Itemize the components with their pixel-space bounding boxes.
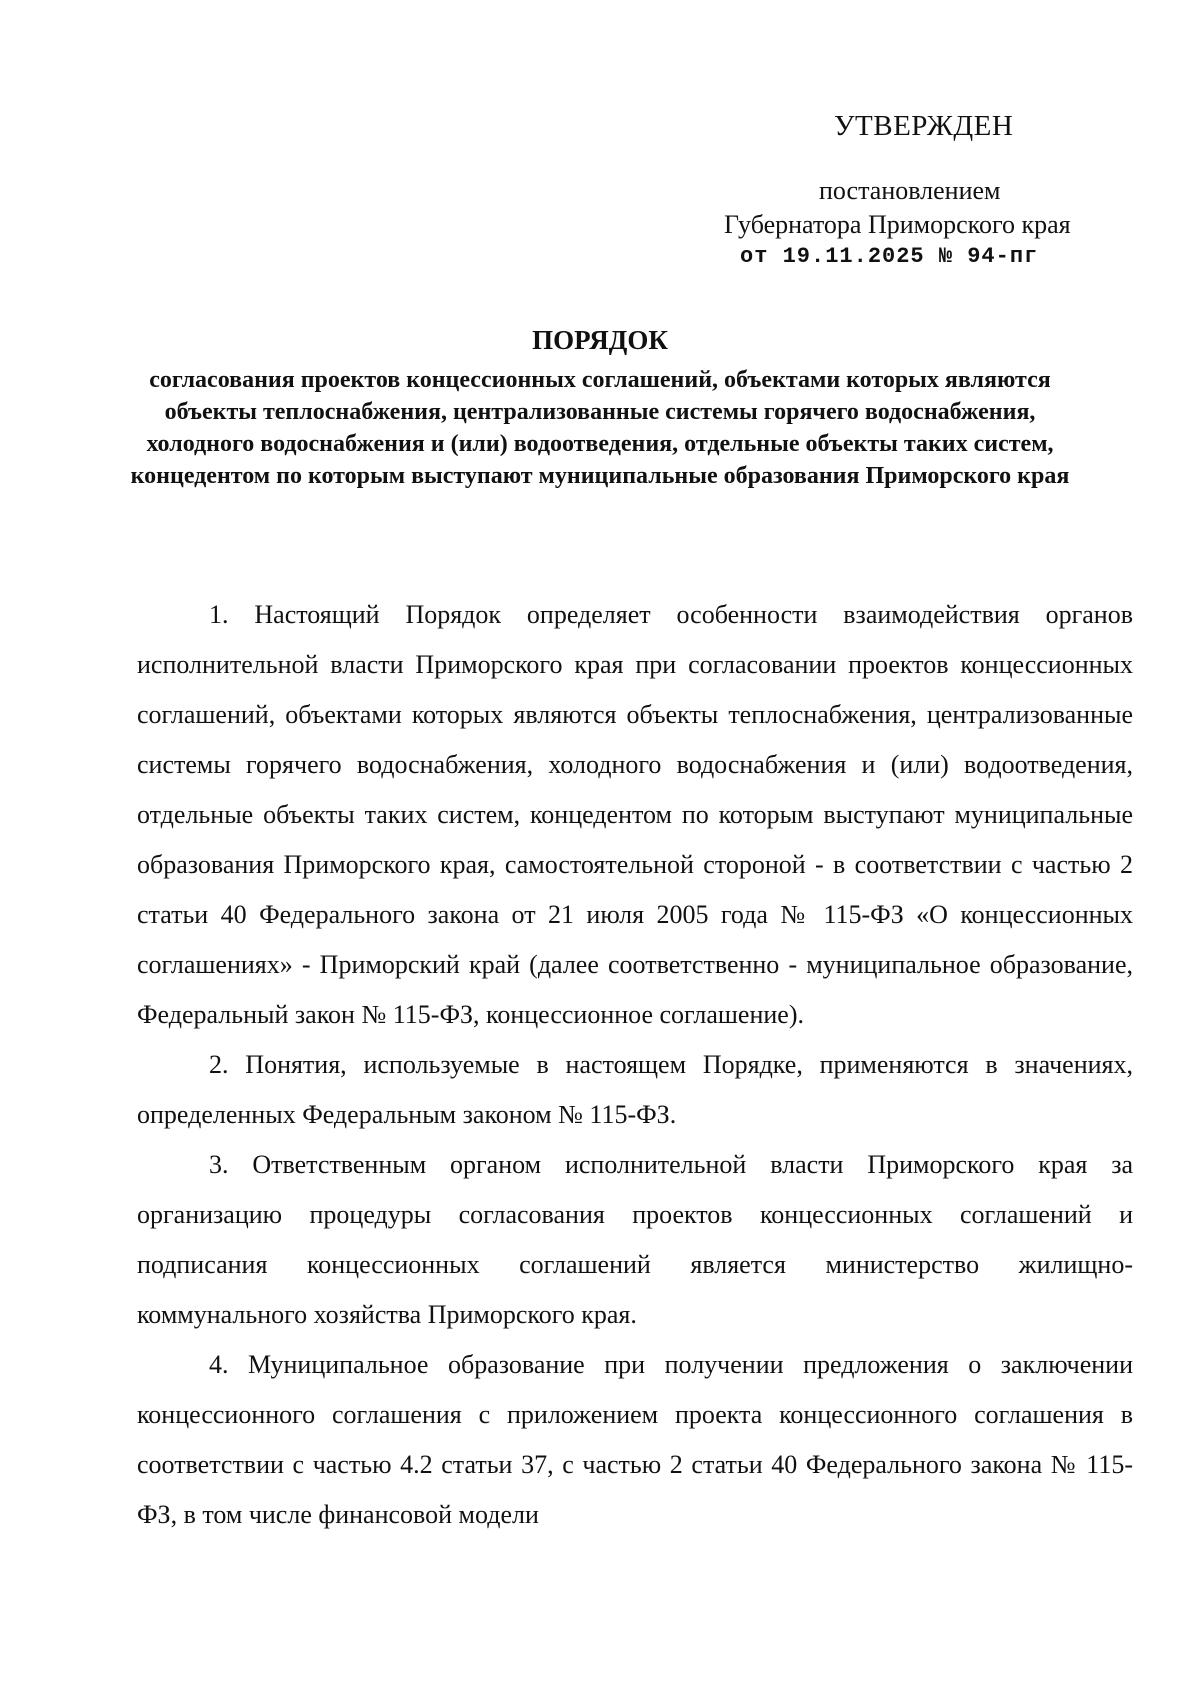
paragraph-3: 3. Ответственным органом исполнительной власти Приморского края за организацию процедуры согласования проектов концессионных соглашений и подписания концессионных соглашений является министерство жилищно-коммунального хозяйства Приморского края.	[137, 1150, 1133, 1329]
document-subtitle: согласования проектов концессионных соглашений, объектами которых являются объекты теплоснабжения, централизованные системы горячего водоснабжения, холодного водоснабжения и (или) водоотведения, отдельные объекты таких систем, концедентом по которым выступают муниципальные образования Приморского края	[130, 367, 1070, 489]
approval-heading: УТВЕРЖДЕН	[834, 110, 1014, 142]
document-body	[137, 590, 1133, 1540]
approval-authority: Губернатора Приморского края	[724, 210, 1071, 239]
approval-resolution: постановлением	[819, 176, 1001, 205]
paragraph-1: 1. Настоящий Порядок определяет особенности взаимодействия органов исполнительной власти Приморского края при согласовании проектов концессионных соглашений, объектами которых являются объекты теплоснабжения, централизованные системы горячего водоснабжения, холодного водоснабжения и (или) водоотведения, отдельные объекты таких систем, концедентом по которым выступают муниципальные образования Приморского края, самостоятельной стороной - в соответствии с частью 2 статьи 40 Федерального закона от 21 июля 2005 года № 115-ФЗ «О концессионных соглашениях» - Приморский край (далее соответственно - муниципальное образование, Федеральный закон № 115-ФЗ, концессионное соглашение).	[137, 600, 1133, 1029]
title-block	[120, 320, 1080, 492]
paragraph-4: 4. Муниципальное образование при получении предложения о заключении концессионного соглашения с приложением проекта концессионного соглашения в соответствии с частью 4.2 статьи 37, с частью 2 статьи 40 Федерального закона № 115-ФЗ, в том числе финансовой модели	[137, 1350, 1133, 1529]
paragraph-2: 2. Понятия, используемые в настоящем Порядке, применяются в значениях, определенных Федеральным законом № 115-ФЗ.	[137, 1050, 1133, 1129]
approval-date-number: от 19.11.2025 № 94-пг	[740, 244, 1039, 269]
document-title: ПОРЯДОК	[532, 325, 668, 355]
